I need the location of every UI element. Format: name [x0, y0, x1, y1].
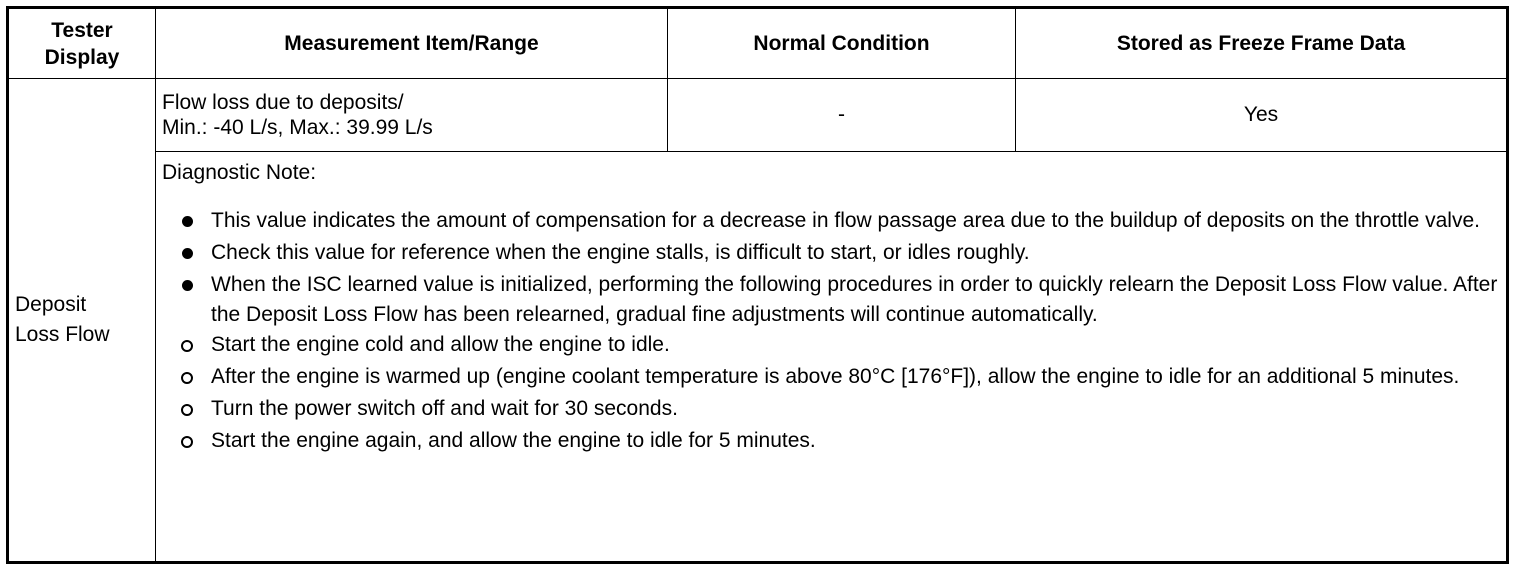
note-sub-text: Start the engine again, and allow the engine to idle for 5 minutes. — [211, 429, 816, 452]
diagnostic-note-title: Diagnostic Note: — [162, 161, 317, 184]
tester-display-line2: Loss Flow — [15, 323, 110, 346]
sub-bullet-ring-icon — [181, 404, 193, 416]
header-normal-condition: Normal Condition — [668, 8, 1016, 79]
measurement-cell — [156, 79, 668, 152]
header-measurement: Measurement Item/Range — [156, 8, 668, 79]
diagnostic-note-cell — [156, 152, 1508, 563]
bullet-dot-icon — [182, 248, 193, 259]
note-sub-item — [161, 330, 1498, 360]
note-sub-text: Start the engine cold and allow the engine to idle. — [211, 333, 670, 356]
freeze-frame-cell: Yes — [1016, 79, 1508, 152]
measurement-line1: Flow loss due to deposits/ — [162, 91, 404, 114]
note-bullet-text: Check this value for reference when the engine stalls, is difficult to start, or idles roughly. — [211, 241, 1030, 264]
note-row — [8, 152, 1508, 563]
sub-bullet-ring-icon — [181, 340, 193, 352]
sub-bullet-ring-icon — [181, 436, 193, 448]
note-bullet-text: This value indicates the amount of compensation for a decrease in flow passage area due to the buildup of deposits on the throttle valve. — [211, 209, 1480, 232]
bullet-dot-icon — [182, 280, 193, 291]
note-sub-item — [161, 362, 1498, 392]
note-bullet — [162, 206, 1498, 236]
header-tester-display — [8, 8, 156, 79]
measurement-line2: Min.: -40 L/s, Max.: 39.99 L/s — [162, 116, 433, 139]
note-sub-text: After the engine is warmed up (engine coolant temperature is above 80°C [176°F]), allow the engine to idle for an additional 5 minutes. — [211, 365, 1460, 388]
note-sub-item — [161, 394, 1498, 424]
data-row — [8, 79, 1508, 152]
header-tester-display-line1: Tester — [51, 18, 113, 42]
note-bullet-text: When the ISC learned value is initialized, performing the following procedures in order to quickly relearn the Deposit Loss Flow value. After the Deposit Loss Flow has been relearned, gradual fine adjustments will continue automatically. — [211, 273, 1498, 326]
note-sub-item — [161, 426, 1498, 456]
tester-display-line1: Deposit — [15, 293, 87, 316]
tester-display-cell — [8, 79, 156, 563]
data-list-table — [6, 6, 1509, 564]
header-tester-display-line2: Display — [44, 45, 120, 69]
header-freeze-frame: Stored as Freeze Frame Data — [1016, 8, 1508, 79]
note-bullet — [162, 270, 1498, 456]
bullet-dot-icon — [182, 216, 193, 227]
note-bullet-list — [162, 206, 1498, 456]
note-sub-text: Turn the power switch off and wait for 30 seconds. — [211, 397, 678, 420]
sub-bullet-ring-icon — [181, 372, 193, 384]
normal-condition-cell: - — [668, 79, 1016, 152]
note-bullet — [162, 238, 1498, 268]
note-sub-list — [211, 330, 1498, 456]
header-row — [8, 8, 1508, 79]
